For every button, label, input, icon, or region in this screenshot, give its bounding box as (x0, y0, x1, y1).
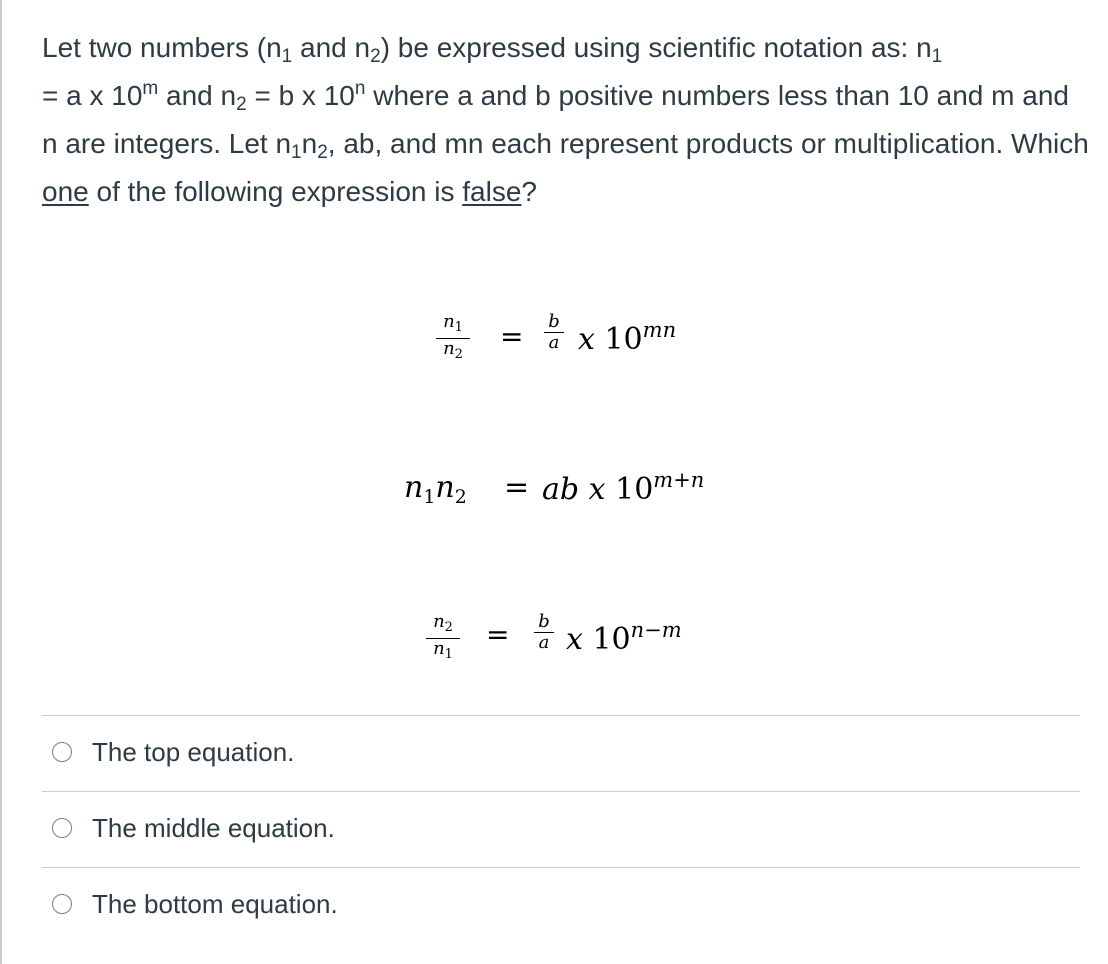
top-lhs-fraction: $n_1$ $n_2$ (436, 312, 470, 365)
radio-middle[interactable] (52, 818, 72, 838)
answer-option-top[interactable] (52, 732, 294, 772)
underlined-one: one (42, 176, 89, 207)
answer-label: The middle equation. (92, 812, 335, 843)
middle-lhs: $n_1n_2$ (404, 470, 467, 508)
answer-divider (42, 791, 1080, 792)
top-equals: = (500, 320, 524, 353)
bottom-lhs-fraction: $n_2$ $n_1$ (426, 612, 460, 665)
top-rhs-fraction: b a (544, 312, 564, 353)
middle-equals: = (504, 470, 530, 505)
answer-label: The top equation. (92, 736, 295, 767)
answer-divider (42, 867, 1080, 868)
bottom-rhs-power: x $10^{n-m}$ (566, 618, 682, 657)
underlined-false: false (462, 176, 522, 207)
answer-option-middle[interactable] (52, 808, 335, 848)
question-text: Let two numbers ($n_1$ and $n_2$) be expressed using scientific notation as: $n_1$ = a x 10$^m$ and $n_2 = b$ x 10$^n$ where a and b positive numbers less than 10 and m and n are integers. Let $n_1n_2$, ab, and mn each represent products or multiplication. Which one of the following expression is false? (42, 32, 1089, 207)
bottom-rhs-fraction: b a (534, 612, 554, 653)
radio-top[interactable] (52, 742, 72, 762)
top-rhs-power: x $10^{mn}$ (578, 318, 677, 357)
left-border (0, 0, 2, 964)
answer-divider (42, 715, 1080, 716)
bottom-equals: = (486, 618, 510, 651)
middle-rhs: ab x $10^{m+n}$ (542, 468, 705, 507)
radio-bottom[interactable] (52, 894, 72, 914)
answer-option-bottom[interactable] (52, 884, 338, 924)
answer-label: The bottom equation. (92, 888, 338, 919)
